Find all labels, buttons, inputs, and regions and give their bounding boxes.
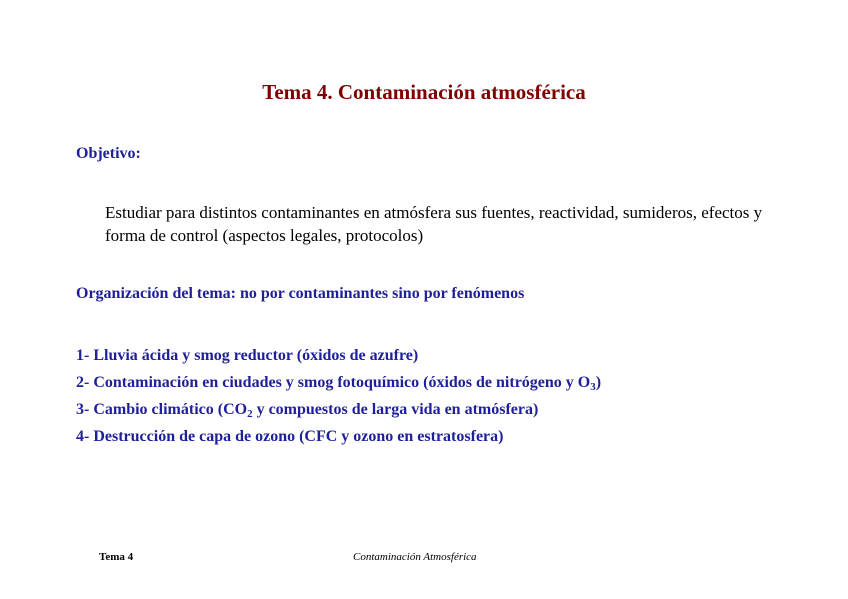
footer-subject-label: Contaminación Atmosférica: [353, 551, 477, 563]
subscript: 2: [247, 408, 253, 420]
topic-text-end: ): [595, 374, 602, 391]
topic-item-2: [76, 369, 601, 396]
organization-heading: Organización del tema: no por contaminantes sino por fenómenos: [76, 285, 525, 302]
topic-text: 1- Lluvia ácida y smog reductor (óxidos de azufre): [76, 347, 419, 364]
footer-topic-label: Tema 4: [99, 551, 134, 563]
topic-text: 4- Destrucción de capa de ozono (CFC y ozono en estratosfera): [76, 428, 504, 445]
topic-item-3: [76, 396, 601, 423]
subscript: 3: [590, 381, 596, 393]
topic-text: 2- Contaminación en ciudades y smog fotoquímico (óxidos de nitrógeno y O: [76, 374, 591, 391]
topic-text: 3- Cambio climático (CO: [76, 401, 248, 418]
slide-title: Tema 4. Contaminación atmosférica: [262, 80, 586, 104]
objective-heading: Objetivo:: [76, 145, 141, 162]
topic-list: [76, 342, 601, 450]
topic-item-1: [76, 342, 601, 369]
topic-text-end: y compuestos de larga vida en atmósfera): [252, 401, 539, 418]
objective-text: Estudiar para distintos contaminantes en atmósfera sus fuentes, reactividad, sumideros, efectos y forma de control (aspectos legales, protocolos): [105, 203, 763, 245]
topic-item-4: [76, 423, 601, 450]
